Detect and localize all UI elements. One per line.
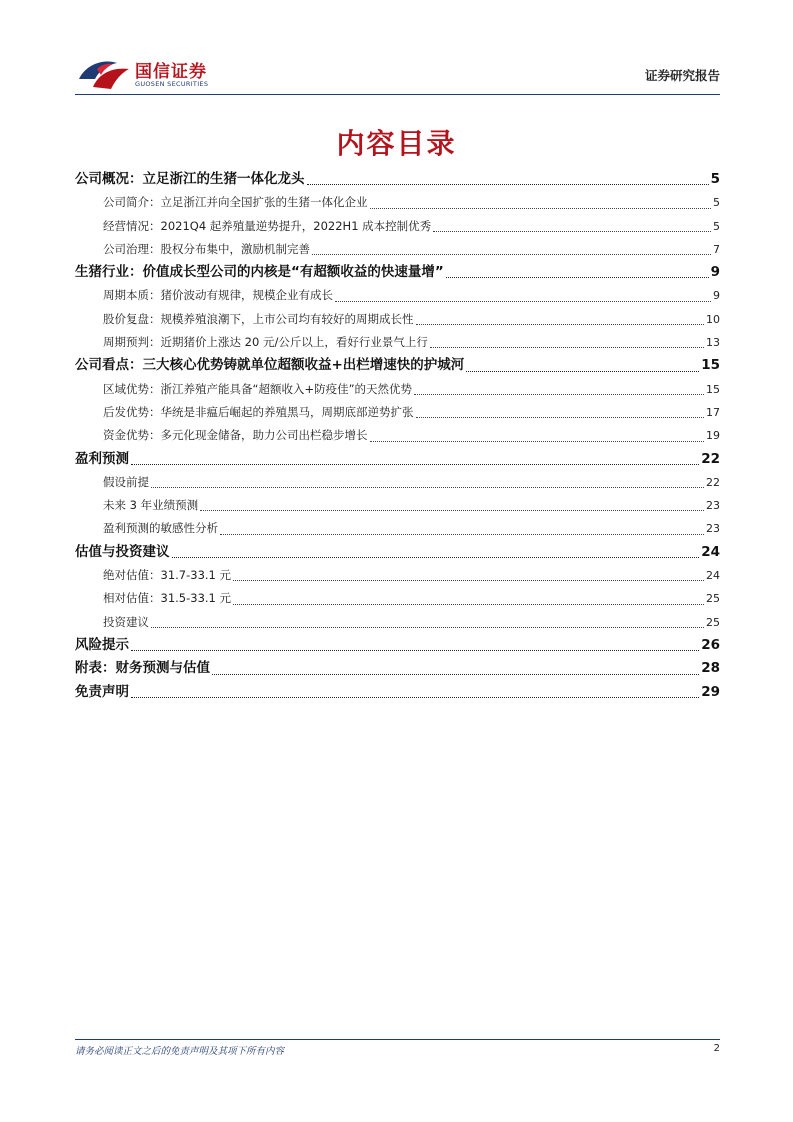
toc-leader-dots bbox=[430, 340, 704, 348]
toc-entry-page: 26 bbox=[701, 636, 720, 653]
toc-entry-subsection[interactable] bbox=[75, 191, 720, 214]
report-type-label: 证券研究报告 bbox=[644, 68, 720, 83]
logo-text-cn: 国信证券 bbox=[135, 62, 207, 82]
header-divider bbox=[75, 94, 720, 95]
toc-entry-subsection[interactable] bbox=[75, 215, 720, 238]
toc-entry-page: 22 bbox=[701, 450, 720, 467]
toc-leader-dots bbox=[466, 364, 699, 372]
toc-entry-page: 10 bbox=[706, 312, 720, 326]
toc-entry-label: 周期本质：猪价波动有规律，规模企业有成长 bbox=[103, 288, 333, 303]
toc-entry-page: 15 bbox=[706, 382, 720, 396]
toc-leader-dots bbox=[131, 457, 699, 465]
toc-leader-dots bbox=[370, 201, 712, 209]
toc-entry-page: 23 bbox=[706, 522, 720, 536]
toc-entry-page: 29 bbox=[701, 683, 720, 700]
page-number: 2 bbox=[713, 1043, 720, 1054]
toc-entry-page: 22 bbox=[706, 475, 720, 489]
toc-leader-dots bbox=[307, 177, 709, 185]
toc-entry-page: 24 bbox=[701, 543, 720, 560]
table-of-contents bbox=[75, 168, 720, 704]
toc-entry-label: 假设前提 bbox=[103, 474, 149, 489]
toc-entry-section[interactable] bbox=[75, 354, 720, 377]
toc-entry-page: 17 bbox=[706, 405, 720, 419]
toc-entry-page: 24 bbox=[706, 569, 720, 583]
toc-entry-page: 5 bbox=[713, 196, 720, 210]
toc-entry-subsection[interactable] bbox=[75, 494, 720, 517]
toc-entry-label: 公司看点：三大核心优势铸就单位超额收益+出栏增速快的护城河 bbox=[75, 357, 465, 374]
toc-entry-label: 生猪行业：价值成长型公司的内核是“有超额收益的快速量增” bbox=[75, 264, 444, 281]
toc-entry-section[interactable] bbox=[75, 541, 720, 564]
toc-leader-dots bbox=[446, 270, 709, 278]
toc-entry-subsection[interactable] bbox=[75, 517, 720, 540]
toc-entry-page: 9 bbox=[710, 264, 720, 281]
toc-entry-subsection[interactable] bbox=[75, 564, 720, 587]
toc-entry-page: 25 bbox=[706, 615, 720, 629]
toc-entry-page: 13 bbox=[706, 336, 720, 350]
toc-leader-dots bbox=[416, 410, 705, 418]
toc-leader-dots bbox=[370, 434, 705, 442]
toc-entry-label: 公司治理：股权分布集中，激励机制完善 bbox=[103, 241, 310, 256]
toc-leader-dots bbox=[312, 247, 711, 255]
footer-divider bbox=[75, 1039, 720, 1040]
guosen-logo-icon bbox=[77, 57, 131, 91]
toc-entry-label: 相对估值：31.5-33.1 元 bbox=[103, 591, 232, 606]
toc-leader-dots bbox=[151, 620, 704, 628]
toc-entry-page: 19 bbox=[706, 429, 720, 443]
logo-text-en: GUOSEN SECURITIES bbox=[135, 80, 209, 88]
toc-leader-dots bbox=[335, 294, 711, 302]
toc-entry-section[interactable] bbox=[75, 448, 720, 471]
toc-entry-subsection[interactable] bbox=[75, 238, 720, 261]
toc-entry-section[interactable] bbox=[75, 261, 720, 284]
toc-entry-label: 盈利预测的敏感性分析 bbox=[103, 521, 218, 536]
toc-entry-subsection[interactable] bbox=[75, 331, 720, 354]
toc-leader-dots bbox=[233, 573, 704, 581]
toc-entry-subsection[interactable] bbox=[75, 424, 720, 447]
toc-entry-label: 周期预判：近期猪价上涨达 20 元/公斤以上，看好行业景气上行 bbox=[103, 335, 428, 350]
toc-entry-label: 区域优势：浙江养殖产能具备“超额收入+防疫佳”的天然优势 bbox=[103, 381, 413, 396]
toc-entry-page: 15 bbox=[701, 357, 720, 374]
toc-entry-label: 风险提示 bbox=[75, 636, 129, 653]
toc-leader-dots bbox=[433, 224, 711, 232]
toc-entry-label: 股价复盘：规模养殖浪潮下，上市公司均有较好的周期成长性 bbox=[103, 311, 414, 326]
toc-entry-page: 7 bbox=[713, 242, 720, 256]
toc-entry-subsection[interactable] bbox=[75, 308, 720, 331]
toc-entry-subsection[interactable] bbox=[75, 587, 720, 610]
toc-leader-dots bbox=[416, 317, 705, 325]
toc-leader-dots bbox=[233, 597, 704, 605]
toc-entry-section[interactable] bbox=[75, 657, 720, 680]
toc-entry-subsection[interactable] bbox=[75, 401, 720, 424]
toc-entry-page: 25 bbox=[706, 592, 720, 606]
toc-entry-label: 资金优势：多元化现金储备，助力公司出栏稳步增长 bbox=[103, 428, 368, 443]
toc-entry-label: 附表：财务预测与估值 bbox=[75, 660, 210, 677]
toc-entry-section[interactable] bbox=[75, 681, 720, 704]
toc-leader-dots bbox=[131, 690, 699, 698]
toc-leader-dots bbox=[220, 527, 704, 535]
toc-entry-page: 28 bbox=[701, 660, 720, 677]
toc-leader-dots bbox=[172, 550, 700, 558]
toc-entry-label: 经营情况：2021Q4 起养殖量逆势提升，2022H1 成本控制优秀 bbox=[103, 218, 432, 233]
toc-entry-subsection[interactable] bbox=[75, 611, 720, 634]
toc-entry-subsection[interactable] bbox=[75, 284, 720, 307]
toc-entry-label: 盈利预测 bbox=[75, 450, 129, 467]
toc-entry-label: 未来 3 年业绩预测 bbox=[103, 498, 199, 513]
toc-entry-label: 估值与投资建议 bbox=[75, 543, 170, 560]
toc-entry-page: 5 bbox=[713, 219, 720, 233]
toc-leader-dots bbox=[200, 503, 704, 511]
toc-leader-dots bbox=[414, 387, 704, 395]
toc-entry-page: 9 bbox=[713, 289, 720, 303]
guosen-logo bbox=[77, 55, 247, 91]
toc-entry-label: 绝对估值：31.7-33.1 元 bbox=[103, 568, 232, 583]
toc-entry-section[interactable] bbox=[75, 168, 720, 191]
footer-disclaimer: 请务必阅读正文之后的免责声明及其项下所有内容 bbox=[75, 1046, 285, 1057]
toc-leader-dots bbox=[151, 480, 704, 488]
toc-entry-subsection[interactable] bbox=[75, 378, 720, 401]
toc-title: 内容目录 bbox=[336, 127, 457, 160]
toc-leader-dots bbox=[131, 643, 699, 651]
toc-entry-section[interactable] bbox=[75, 634, 720, 657]
toc-entry-subsection[interactable] bbox=[75, 471, 720, 494]
toc-entry-page: 23 bbox=[706, 499, 720, 513]
toc-entry-label: 公司概况：立足浙江的生猪一体化龙头 bbox=[75, 171, 305, 187]
toc-entry-label: 免责声明 bbox=[75, 683, 129, 700]
toc-entry-label: 后发优势：华统是非瘟后崛起的养殖黑马，周期底部逆势扩张 bbox=[103, 404, 414, 419]
page-header bbox=[75, 55, 720, 95]
toc-entry-page: 5 bbox=[710, 171, 720, 187]
toc-entry-label: 公司简介：立足浙江并向全国扩张的生猪一体化企业 bbox=[103, 195, 368, 210]
toc-entry-label: 投资建议 bbox=[103, 614, 149, 629]
toc-leader-dots bbox=[212, 667, 699, 675]
